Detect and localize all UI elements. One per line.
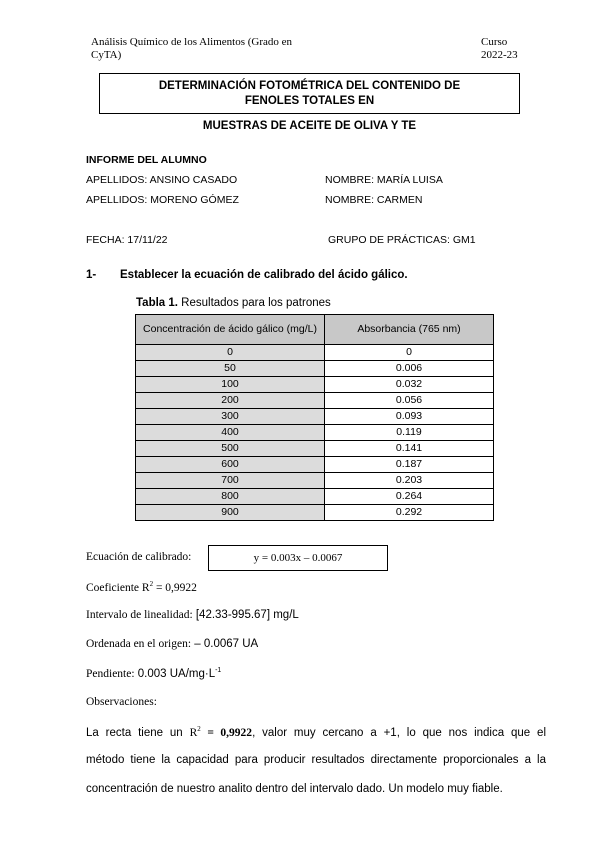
absorbance-cell: 0.032 — [325, 377, 494, 393]
intercept-value: – 0.0067 UA — [191, 638, 259, 650]
student2-surname: APELLIDOS: MORENO GÓMEZ — [86, 194, 239, 206]
table-row — [136, 489, 494, 505]
absorbance-cell: 0.119 — [325, 425, 494, 441]
slope-sup: -1 — [215, 667, 222, 674]
concentration-cell: 500 — [136, 441, 325, 457]
table-caption-label: Tabla 1. — [136, 297, 178, 309]
concentration-cell: 300 — [136, 409, 325, 425]
coefficient-label: Coeficiente R — [86, 581, 150, 594]
title-line-2: FENOLES TOTALES EN — [244, 95, 375, 107]
absorbance-cell: 0.292 — [325, 505, 494, 521]
student1-name: NOMBRE: MARÍA LUISA — [325, 174, 443, 186]
concentration-cell: 200 — [136, 393, 325, 409]
table-caption-text: Resultados para los patrones — [177, 297, 331, 309]
slope-line — [86, 667, 221, 680]
absorbance-cell: 0.203 — [325, 473, 494, 489]
interval-label: Intervalo de linealidad: — [86, 609, 193, 621]
header-concentration: Concentración de ácido gálico (mg/L) — [136, 315, 325, 345]
coefficient-line — [86, 580, 197, 594]
observation-line-3: concentración de nuestro analito dentro del intervalo dado. Un modelo muy fiable. — [86, 783, 503, 795]
standards-table — [135, 314, 494, 521]
equation-box: y = 0.003x – 0.0067 — [208, 545, 388, 571]
absorbance-cell: 0.006 — [325, 361, 494, 377]
obs-line1-sup: 2 — [197, 725, 201, 733]
document-subtitle: MUESTRAS DE ACEITE DE OLIVA Y TE — [202, 120, 417, 132]
absorbance-cell: 0.093 — [325, 409, 494, 425]
table-row — [136, 457, 494, 473]
observation-line-1 — [86, 725, 546, 739]
absorbance-cell: 0.187 — [325, 457, 494, 473]
practice-group: GRUPO DE PRÁCTICAS: GM1 — [328, 234, 476, 246]
coefficient-sup: 2 — [149, 580, 154, 588]
interval-value: [42.33-995.67] mg/L — [192, 609, 299, 621]
section-title: Establecer la ecuación de calibrado del ácido gálico. — [120, 269, 408, 281]
concentration-cell: 600 — [136, 457, 325, 473]
course-year-block — [481, 36, 518, 62]
header-absorbance: Absorbancia (765 nm) — [325, 315, 494, 345]
section-1-heading — [86, 269, 408, 281]
absorbance-cell: 0.141 — [325, 441, 494, 457]
table-caption — [136, 297, 331, 309]
observation-line-2: método tiene la capacidad para producir resultados directamente proporcionales a la — [86, 754, 546, 766]
obs-line1-val: = 0,9922 — [200, 726, 253, 739]
obs-line1-post: , valor muy cercano a +1, lo que nos indica que el — [252, 726, 546, 739]
slope-label: Pendiente: — [86, 667, 135, 680]
table-row — [136, 377, 494, 393]
absorbance-cell: 0 — [325, 345, 494, 361]
concentration-cell: 0 — [136, 345, 325, 361]
table-row — [136, 345, 494, 361]
intercept-line — [86, 638, 258, 650]
section-number: 1- — [86, 269, 97, 281]
table-row — [136, 441, 494, 457]
slope-value: 0.003 UA/mg·L — [134, 667, 216, 680]
concentration-cell: 50 — [136, 361, 325, 377]
student2-name: NOMBRE: CARMEN — [325, 194, 423, 206]
observations-label: Observaciones: — [86, 696, 157, 708]
equation-label: Ecuación de calibrado: — [86, 551, 192, 563]
concentration-cell: 400 — [136, 425, 325, 441]
table-row — [136, 409, 494, 425]
report-heading: INFORME DEL ALUMNO — [86, 154, 207, 166]
interval-line — [86, 609, 299, 621]
table-row — [136, 505, 494, 521]
table-row — [136, 361, 494, 377]
intercept-label: Ordenada en el origen: — [86, 638, 192, 650]
obs-line1-pre: La recta tiene un — [86, 726, 190, 739]
concentration-cell: 800 — [136, 489, 325, 505]
course-name: Análisis Químico de los Alimentos (Grado en CyTA) — [91, 36, 293, 61]
coefficient-value: = 0,9922 — [153, 581, 197, 594]
table-row — [136, 425, 494, 441]
table-row — [136, 393, 494, 409]
student1-surname: APELLIDOS: ANSINO CASADO — [86, 174, 238, 186]
concentration-cell: 900 — [136, 505, 325, 521]
title-line-1: DETERMINACIÓN FOTOMÉTRICA DEL CONTENIDO DE — [158, 80, 461, 92]
table-header-row — [136, 315, 494, 345]
document-title-box — [99, 73, 520, 114]
table-row — [136, 473, 494, 489]
absorbance-cell: 0.264 — [325, 489, 494, 505]
report-date: FECHA: 17/11/22 — [86, 234, 168, 246]
obs-line1-r: R — [189, 726, 198, 739]
course-year: 2022-23 — [481, 49, 518, 61]
concentration-cell: 700 — [136, 473, 325, 489]
absorbance-cell: 0.056 — [325, 393, 494, 409]
course-label: Curso — [481, 36, 508, 48]
concentration-cell: 100 — [136, 377, 325, 393]
